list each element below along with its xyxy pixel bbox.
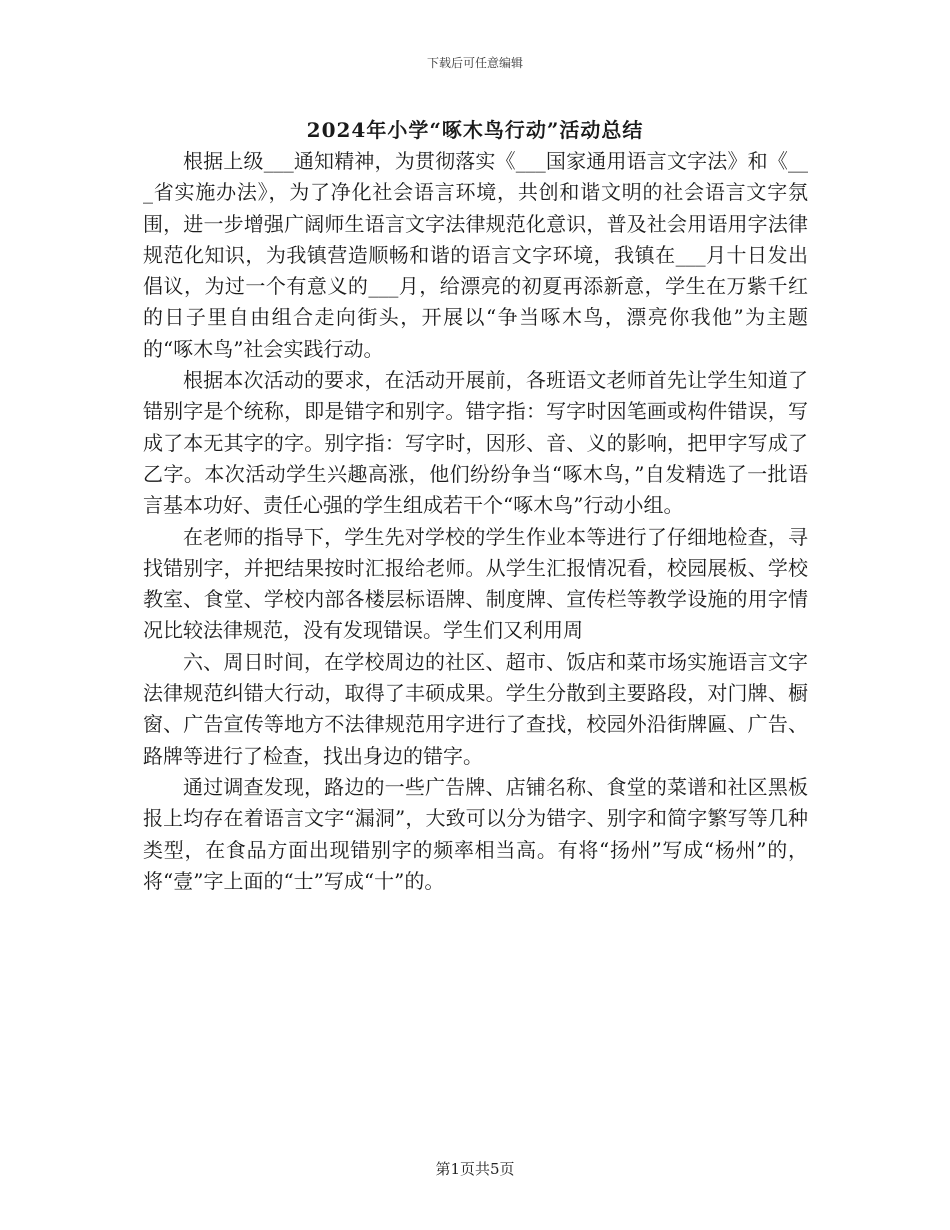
page-number: 第1页共5页	[435, 1160, 515, 1178]
header-note: 下载后可任意编辑	[426, 56, 523, 70]
paragraph-3: 在老师的指导下，学生先对学校的学生作业本等进行了仔细地检查，寻找错别字，并把结果按时汇报给老师。从学生汇报情况看，校园展板、学校教室、食堂、学校内部各楼层标语牌、制度牌、宣传栏等教学设施的用字情况比较法律规范，没有发现错误。学生们又利用周	[143, 524, 808, 643]
paragraph-2: 根据本次活动的要求，在活动开展前，各班语文老师首先让学生知道了错别字是个统称，即是错字和别字。错字指：写字时因笔画或构件错误，写成了本无其字的字。别字指：写字时，因形、音、义的影响，把甲字写成了乙字。本次活动学生兴趣高涨，他们纷纷争当“啄木鸟，”自发精选了一批语言基本功好、责任心强的学生组成若干个“啄木鸟”行动小组。	[143, 368, 808, 518]
paragraph-1: 根据上级___通知精神，为贯彻落实《___国家通用语言文字法》和《___省实施办法》，为了净化社会语言环境，共创和谐文明的社会语言文字氛围，进一步增强广阔师生语言文字法律规范化意识，普及社会用语用字法律规范化知识，为我镇营造顺畅和谐的语言文字环境，我镇在___月十日发出倡议，为过一个有意义的___月，给漂亮的初夏再添新意，学生在万紫千红的日子里自由组合走向街头，开展以“争当啄木鸟，漂亮你我他”为主题的“啄木鸟”社会实践行动。	[143, 149, 808, 361]
document-title: 2024年小学“啄木鸟行动”活动总结	[306, 118, 644, 142]
paragraph-4: 六、周日时间，在学校周边的社区、超市、饭店和菜市场实施语言文字法律规范纠错大行动，取得了丰硕成果。学生分散到主要路段，对门牌、橱窗、广告宣传等地方不法律规范用字进行了查找，校园外沿街牌匾、广告、路牌等进行了检查，找出身边的错字。	[143, 649, 808, 768]
document-body	[143, 146, 808, 897]
paragraph-5: 通过调查发现，路边的一些广告牌、店铺名称、食堂的菜谱和社区黑板报上均存在着语言文字“漏洞”，大致可以分为错字、别字和简字繁写等几种类型，在食品方面出现错别字的频率相当高。有将“扬州”写成“杨州”的，将“壹”字上面的“士”写成“十”的。	[143, 774, 808, 893]
